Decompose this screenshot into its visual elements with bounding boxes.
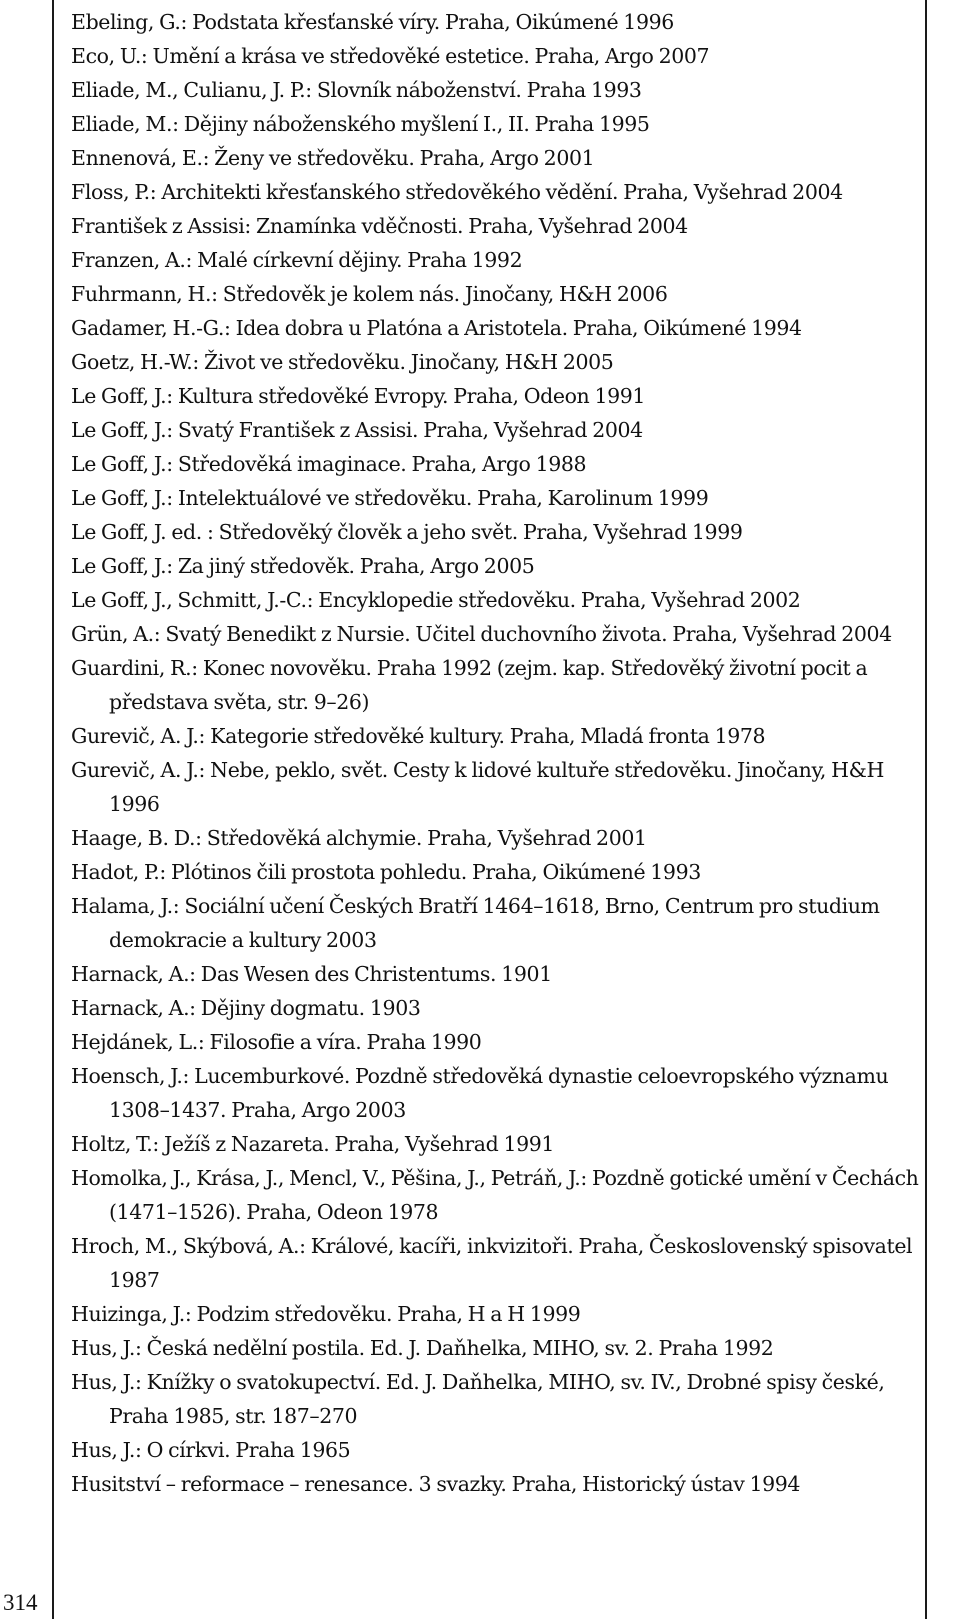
right-margin-rule — [925, 0, 927, 1619]
bibliography-entry: Guardini, R.: Konec novověku. Praha 1992 (zejm. kap. Středověký životní pocit a představa světa, str. 9–26) — [71, 656, 868, 714]
bibliography-entry: Hadot, P.: Plótinos čili prostota pohledu. Praha, Oikúmené 1993 — [71, 860, 701, 884]
bibliography-entry: Le Goff, J.: Středověká imaginace. Praha, Argo 1988 — [71, 452, 587, 476]
bibliography-entry: Le Goff, J.: Intelektuálové ve středověku. Praha, Karolinum 1999 — [71, 486, 709, 510]
bibliography-entry: Harnack, A.: Das Wesen des Christentums. 1901 — [71, 962, 552, 986]
bibliography-entry: Ennenová, E.: Ženy ve středověku. Praha, Argo 2001 — [71, 146, 595, 170]
bibliography-entry: Eco, U.: Umění a krása ve středověké estetice. Praha, Argo 2007 — [71, 44, 710, 68]
bibliography-entry: Franzen, A.: Malé církevní dějiny. Praha 1992 — [71, 248, 523, 272]
bibliography-entry: Holtz, T.: Ježíš z Nazareta. Praha, Vyšehrad 1991 — [71, 1132, 555, 1156]
bibliography-entry: Le Goff, J.: Kultura středověké Evropy. Praha, Odeon 1991 — [71, 384, 646, 408]
bibliography-entry: František z Assisi: Znamínka vděčnosti. Praha, Vyšehrad 2004 — [71, 214, 688, 238]
bibliography-entry: Gadamer, H.-G.: Idea dobra u Platóna a Aristotela. Praha, Oikúmené 1994 — [71, 316, 802, 340]
bibliography-entry: Hejdánek, L.: Filosofie a víra. Praha 1990 — [71, 1030, 482, 1054]
page-number: 314 — [3, 1590, 38, 1615]
bibliography-entry: Haage, B. D.: Středověká alchymie. Praha, Vyšehrad 2001 — [71, 826, 647, 850]
bibliography-entry: Fuhrmann, H.: Středověk je kolem nás. Jinočany, H&H 2006 — [71, 282, 668, 306]
bibliography-entry: Ebeling, G.: Podstata křesťanské víry. Praha, Oikúmené 1996 — [71, 10, 674, 34]
bibliography-entry: Grün, A.: Svatý Benedikt z Nursie. Učitel duchovního života. Praha, Vyšehrad 2004 — [71, 622, 892, 646]
bibliography-entry: Floss, P.: Architekti křesťanského středověkého vědění. Praha, Vyšehrad 2004 — [71, 180, 843, 204]
bibliography-entry: Le Goff, J., Schmitt, J.-C.: Encyklopedie středověku. Praha, Vyšehrad 2002 — [71, 588, 801, 612]
bibliography-entry: Hus, J.: O církvi. Praha 1965 — [71, 1438, 351, 1462]
bibliography-entry: Hoensch, J.: Lucemburkové. Pozdně středověká dynastie celoevropského významu 1308–1437. Praha, Argo 2003 — [71, 1064, 889, 1122]
bibliography-entry: Eliade, M., Culianu, J. P.: Slovník náboženství. Praha 1993 — [71, 78, 642, 102]
left-margin-rule — [52, 0, 54, 1619]
bibliography-entry: Gurevič, A. J.: Kategorie středověké kultury. Praha, Mladá fronta 1978 — [71, 724, 766, 748]
bibliography-entry: Harnack, A.: Dějiny dogmatu. 1903 — [71, 996, 421, 1020]
bibliography-list — [71, 5, 921, 1501]
bibliography-entry: Goetz, H.-W.: Život ve středověku. Jinočany, H&H 2005 — [71, 350, 614, 374]
bibliography-entry: Husitství – reformace – renesance. 3 svazky. Praha, Historický ústav 1994 — [71, 1472, 801, 1496]
bibliography-entry: Hroch, M., Skýbová, A.: Králové, kacíři, inkvizitoři. Praha, Československý spisovatel 1987 — [71, 1234, 913, 1292]
bibliography-entry: Hus, J.: Knížky o svatokupectví. Ed. J. Daňhelka, MIHO, sv. IV., Drobné spisy české, Praha 1985, str. 187–270 — [71, 1370, 885, 1428]
bibliography-entry: Hus, J.: Česká nedělní postila. Ed. J. Daňhelka, MIHO, sv. 2. Praha 1992 — [71, 1336, 774, 1360]
bibliography-entry: Le Goff, J.: Za jiný středověk. Praha, Argo 2005 — [71, 554, 535, 578]
bibliography-entry: Eliade, M.: Dějiny náboženského myšlení I., II. Praha 1995 — [71, 112, 650, 136]
bibliography-entry: Gurevič, A. J.: Nebe, peklo, svět. Cesty k lidové kultuře středověku. Jinočany, H&H 1996 — [71, 758, 884, 816]
bibliography-entry: Le Goff, J. ed. : Středověký člověk a jeho svět. Praha, Vyšehrad 1999 — [71, 520, 743, 544]
bibliography-entry: Le Goff, J.: Svatý František z Assisi. Praha, Vyšehrad 2004 — [71, 418, 643, 442]
bibliography-entry: Halama, J.: Sociální učení Českých Bratří 1464–1618, Brno, Centrum pro studium demokracie a kultury 2003 — [71, 894, 880, 952]
bibliography-entry: Huizinga, J.: Podzim středověku. Praha, H a H 1999 — [71, 1302, 581, 1326]
bibliography-entry: Homolka, J., Krása, J., Mencl, V., Pěšina, J., Petráň, J.: Pozdně gotické umění v Čechách (1471–1526). Praha, Odeon 1978 — [71, 1166, 919, 1224]
